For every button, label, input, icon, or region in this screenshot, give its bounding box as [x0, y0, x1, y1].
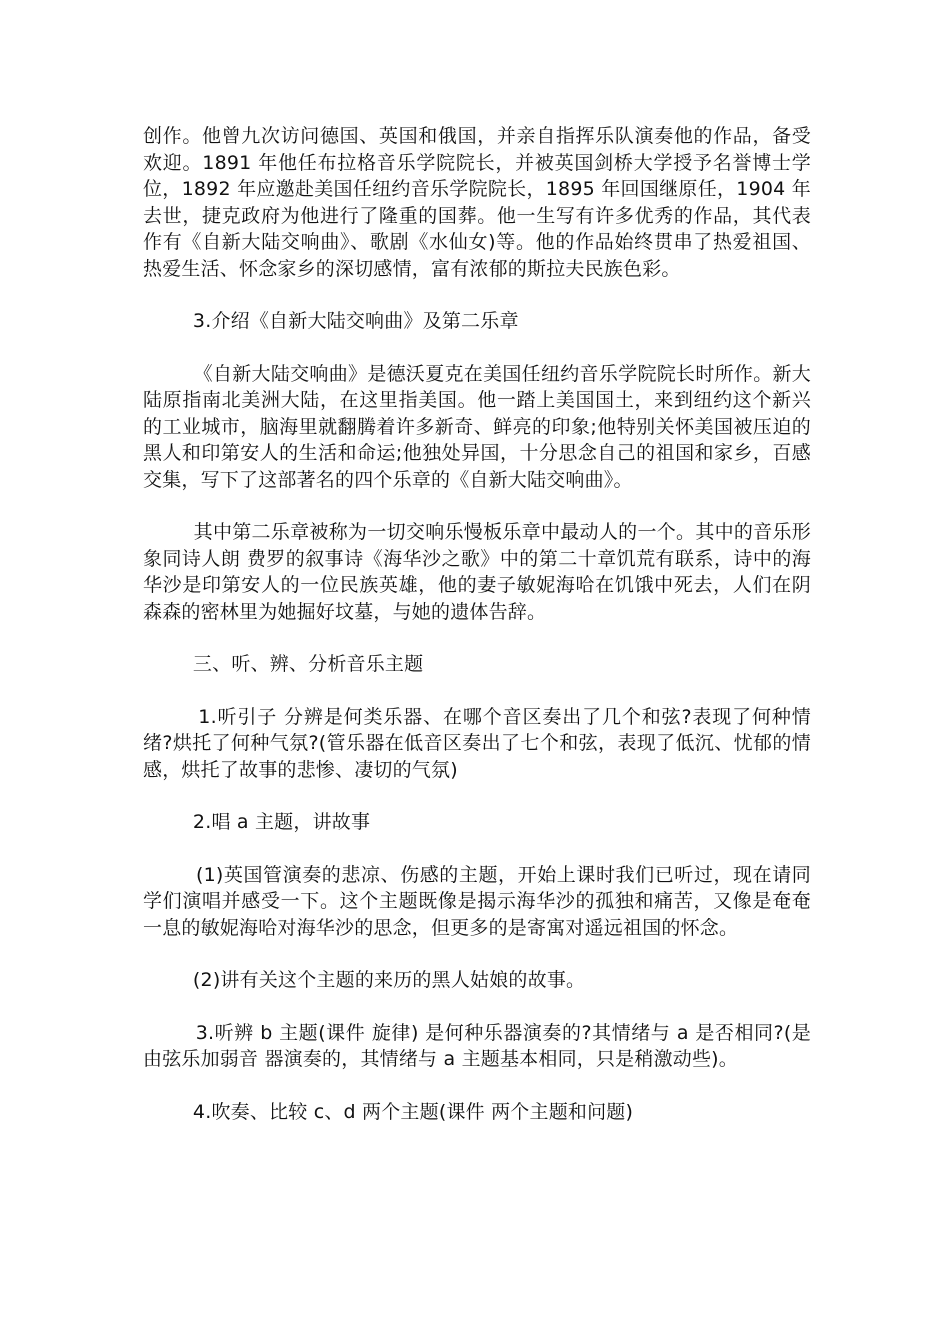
- paragraph-story: (2)讲有关这个主题的来历的黑人姑娘的故事。: [143, 969, 586, 991]
- heading-new-world-symphony-intro: 3.介绍《自新大陆交响曲》及第二乐章: [143, 310, 519, 332]
- paragraph-second-movement: 其中第二乐章被称为一切交响乐慢板乐章中最动人的一个。其中的音乐形象同诗人朗 费罗的叙事诗《海华沙之歌》中的第二十章饥荒有联系，诗中的海华沙是印第安人的一位民族英雄，他的妻子敏妮海哈在饥饿中死去，人们在阴森森的密林里为她掘好坟墓，与她的遗体告辞。: [143, 521, 811, 623]
- heading-section-three: 三、听、辨、分析音乐主题: [143, 653, 424, 675]
- paragraph-themes-c-d: 4.吹奏、比较 c、d 两个主题(课件 两个主题和问题): [143, 1100, 634, 1123]
- paragraph-listen-intro: 1.听引子 分辨是何类乐器、在哪个音区奏出了几个和弦?表现了何种情绪?烘托了何种气氛?(管乐器在低音区奏出了七个和弦，表现了低沉、忧郁的情感，烘托了故事的悲惨、凄切的气氛): [143, 705, 811, 781]
- document-body: [143, 123, 811, 1125]
- paragraph-theme-b: 3.听辨 b 主题(课件 旋律) 是何种乐器演奏的?其情绪与 a 是否相同?(是由弦乐加弱音 器演奏的，其情绪与 a 主题基本相同，只是稍激动些)。: [143, 1021, 811, 1070]
- paragraph-english-horn-theme: (1)英国管演奏的悲凉、伤感的主题，开始上课时我们已听过，现在请同学们演唱并感受一下。这个主题既像是揭示海华沙的孤独和痛苦，又像是奄奄一息的敏妮海哈对海华沙的思念，但更多的是寄寓对遥远祖国的怀念。: [143, 863, 811, 939]
- paragraph-new-world-symphony: 《自新大陆交响曲》是德沃夏克在美国任纽约音乐学院院长时所作。新大陆原指南北美洲大陆，在这里指美国。他一踏上美国国土，来到纽约这个新兴的工业城市，脑海里就翻腾着许多新奇、鲜亮的印象;他特别关怀美国被压迫的黑人和印第安人的生活和命运;他独处异国，十分思念自己的祖国和家乡，百感交集，写下了这部著名的四个乐章的《自新大陆交响曲》。: [143, 362, 811, 491]
- heading-sing-theme-a: 2.唱 a 主题，讲故事: [143, 811, 371, 833]
- paragraph-dvorak-biography: 创作。他曾九次访问德国、英国和俄国，并亲自指挥乐队演奏他的作品，备受欢迎。1891 年他任布拉格音乐学院院长，并被英国剑桥大学授予名誉博士学位，1892 年应邀赴美国任纽约音乐学院院长，1895 年回国继原任，1904 年去世，捷克政府为他进行了隆重的国葬。他一生写有许多优秀的作品，其代表作有《自新大陆交响曲》、歌剧《水仙女)等。他的作品始终贯串了热爱祖国、热爱生活、怀念家乡的深切感情，富有浓郁的斯拉夫民族色彩。: [143, 125, 811, 280]
